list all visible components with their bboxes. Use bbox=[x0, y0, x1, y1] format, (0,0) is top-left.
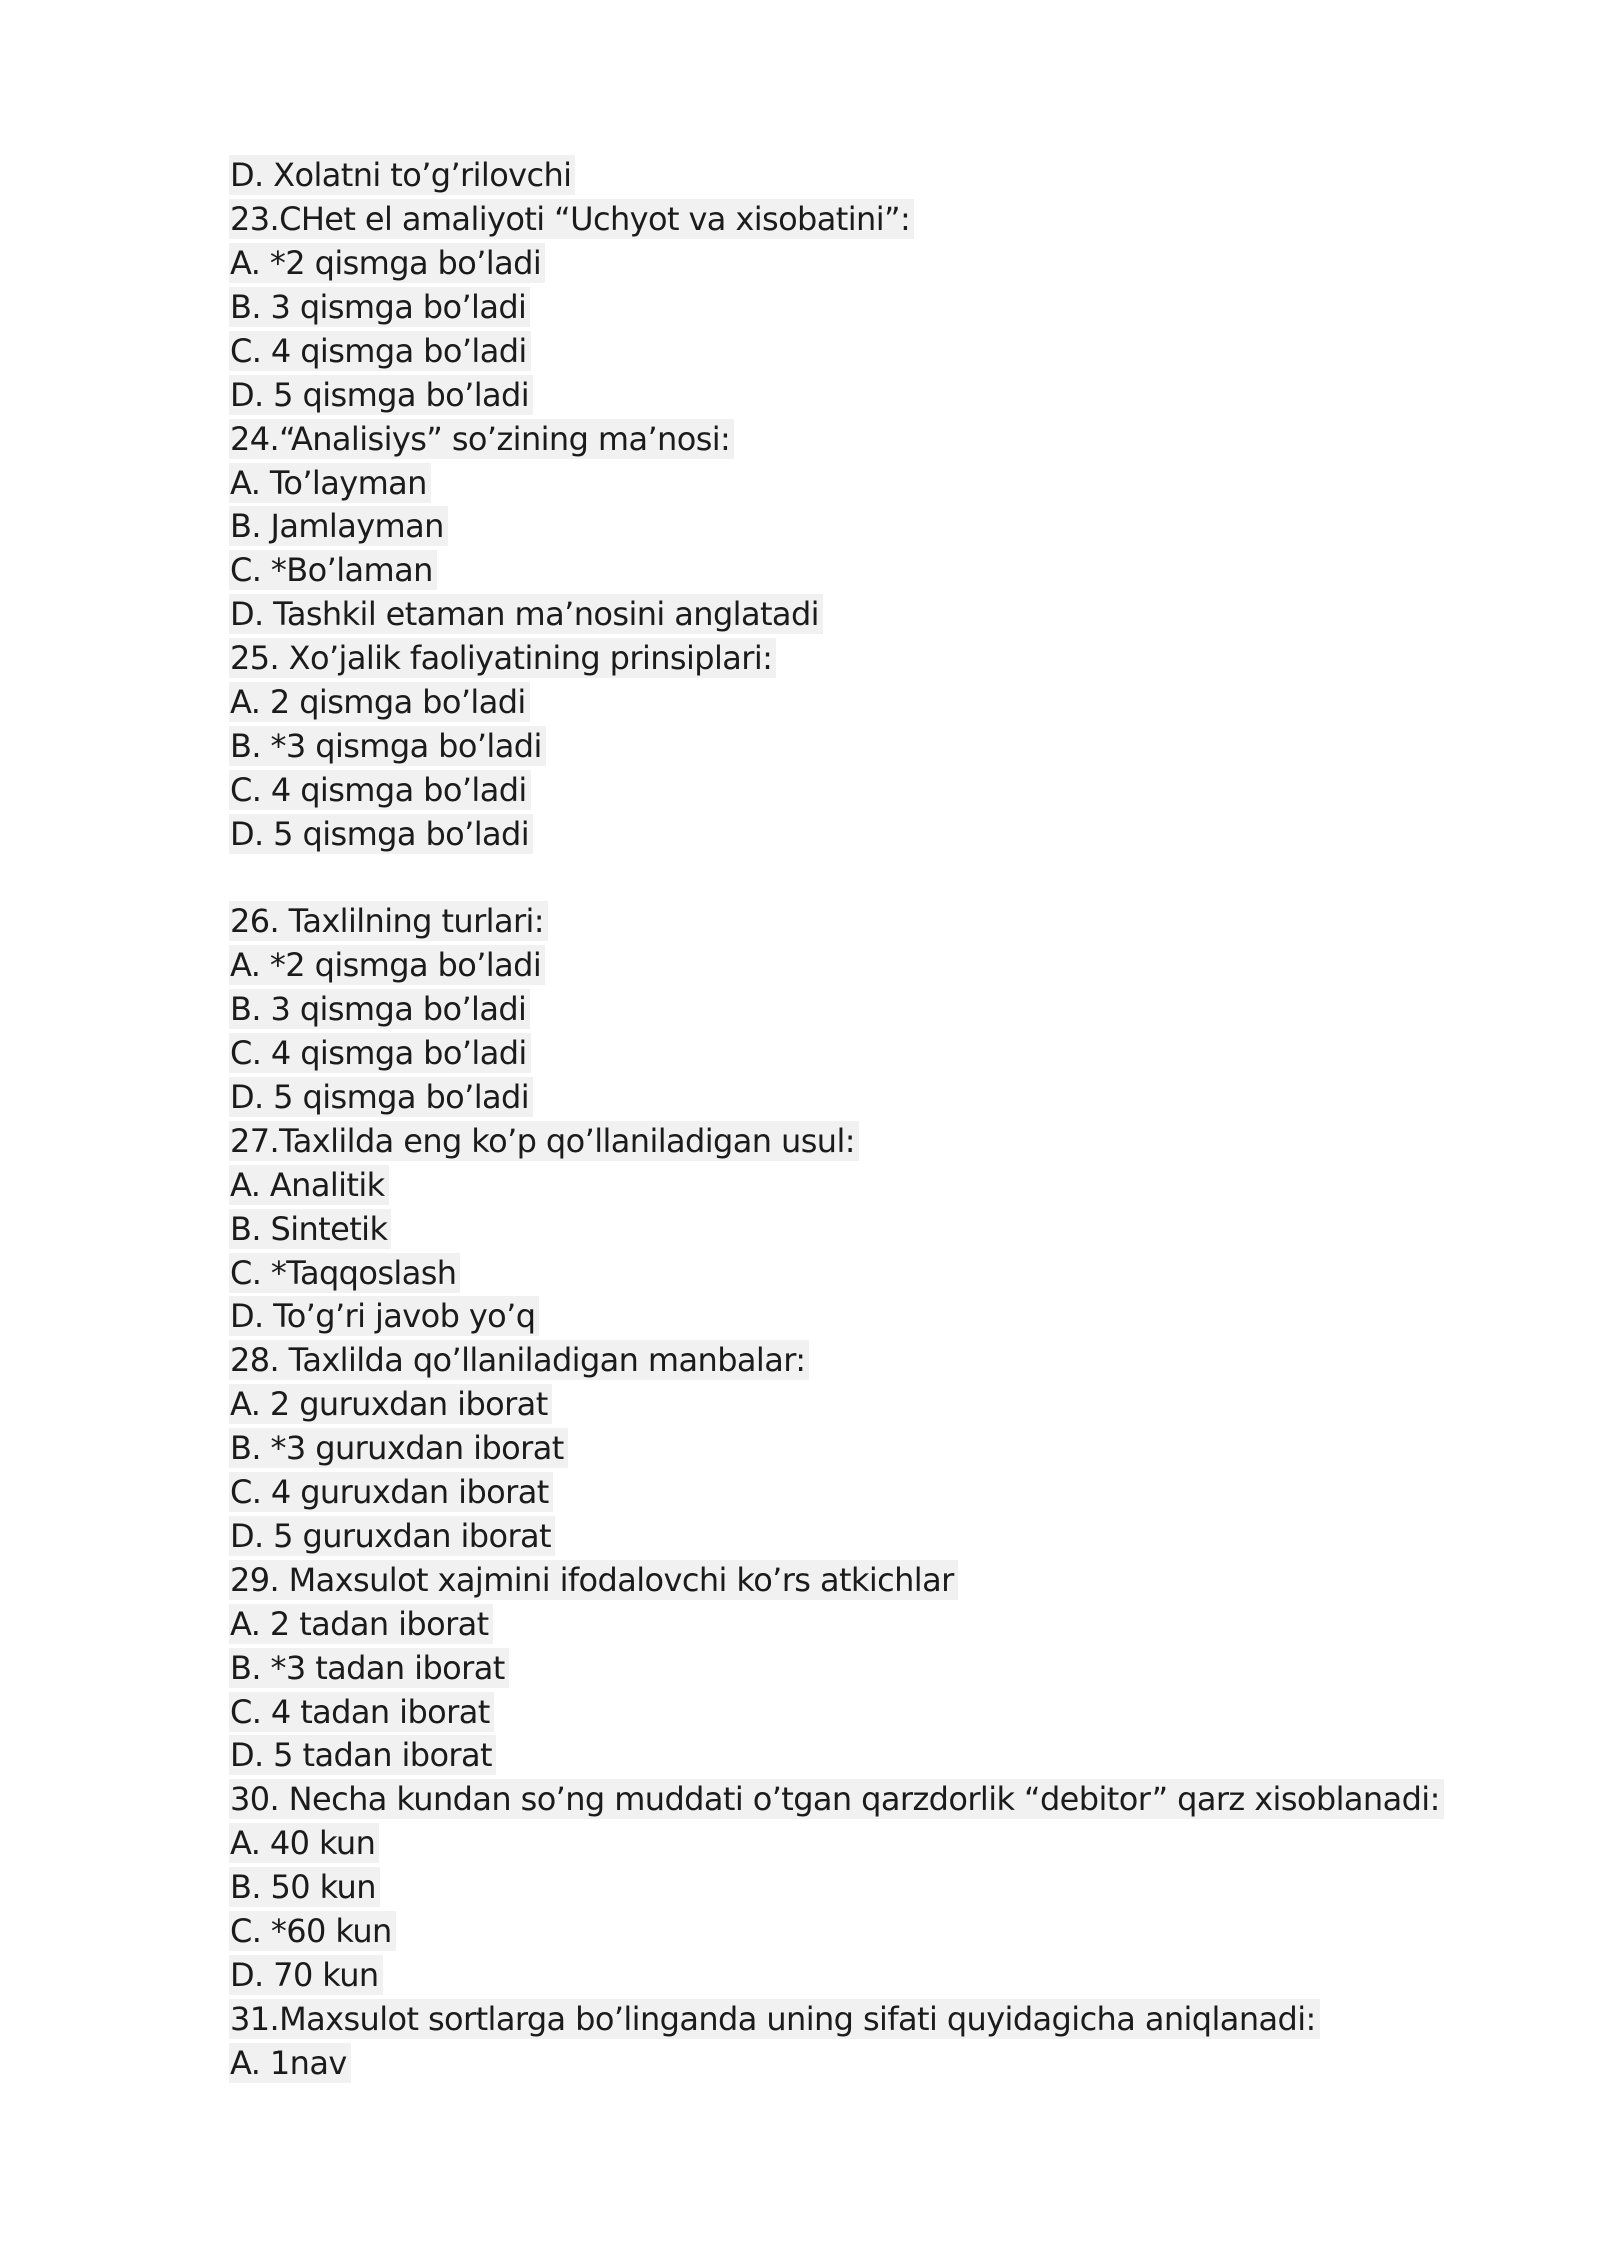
answer-option: D. Tashkil etaman ma’nosini anglatadi bbox=[229, 592, 1479, 636]
answer-option: A. To’layman bbox=[229, 460, 1479, 504]
answer-option: C. 4 qismga bo’ladi bbox=[229, 329, 1479, 373]
answer-option: D. 5 qismga bo’ladi bbox=[229, 1075, 1479, 1119]
answer-option: B. *3 qismga bo’ladi bbox=[229, 724, 1479, 768]
answer-option: D. 5 tadan iborat bbox=[229, 1733, 1479, 1777]
answer-option: A. 2 tadan iborat bbox=[229, 1601, 1479, 1645]
answer-option: C. 4 guruxdan iborat bbox=[229, 1470, 1479, 1514]
answer-option: D. 5 qismga bo’ladi bbox=[229, 811, 1479, 855]
answer-option: C. *60 kun bbox=[229, 1909, 1479, 1953]
answer-option: A. *2 qismga bo’ladi bbox=[229, 241, 1479, 285]
answer-option: C. *Taqqoslash bbox=[229, 1250, 1479, 1294]
document-text bbox=[229, 153, 1479, 2084]
answer-option: D. 5 qismga bo’ladi bbox=[229, 372, 1479, 416]
answer-option: A. 40 kun bbox=[229, 1821, 1479, 1865]
text-line: D. Xolatni to’g’rilovchi bbox=[229, 153, 1479, 197]
question-29: 29. Maxsulot xajmini ifodalovchi ko’rs atkichlar bbox=[229, 1558, 1479, 1602]
answer-option: B. 50 kun bbox=[229, 1865, 1479, 1909]
question-25: 25. Xo’jalik faoliyatining prinsiplari: bbox=[229, 636, 1479, 680]
question-24: 24.“Analisiys” so’zining ma’nosi: bbox=[229, 416, 1479, 460]
answer-option: C. 4 qismga bo’ladi bbox=[229, 767, 1479, 811]
answer-option: A. 2 guruxdan iborat bbox=[229, 1382, 1479, 1426]
answer-option: B. Jamlayman bbox=[229, 504, 1479, 548]
question-30: 30. Necha kundan so’ng muddati o’tgan qarzdorlik “debitor” qarz xisoblanadi: bbox=[229, 1777, 1479, 1821]
question-31: 31.Maxsulot sortlarga bo’linganda uning sifati quyidagicha aniqlanadi: bbox=[229, 1996, 1479, 2040]
question-23: 23.CHet el amaliyoti “Uchyot va xisobatini”: bbox=[229, 197, 1479, 241]
answer-option: C. 4 tadan iborat bbox=[229, 1689, 1479, 1733]
answer-option: C. *Bo’laman bbox=[229, 548, 1479, 592]
answer-option: B. *3 guruxdan iborat bbox=[229, 1426, 1479, 1470]
blank-line bbox=[229, 855, 1479, 899]
answer-option: B. Sintetik bbox=[229, 1206, 1479, 1250]
answer-option: C. 4 qismga bo’ladi bbox=[229, 1031, 1479, 1075]
answer-option: D. To’g’ri javob yo’q bbox=[229, 1294, 1479, 1338]
question-28: 28. Taxlilda qo’llaniladigan manbalar: bbox=[229, 1338, 1479, 1382]
answer-option: A. 1nav bbox=[229, 2040, 1479, 2084]
question-27: 27.Taxlilda eng ko’p qo’llaniladigan usul: bbox=[229, 1119, 1479, 1163]
answer-option: B. 3 qismga bo’ladi bbox=[229, 987, 1479, 1031]
answer-option: B. 3 qismga bo’ladi bbox=[229, 285, 1479, 329]
answer-option: A. *2 qismga bo’ladi bbox=[229, 943, 1479, 987]
answer-option: D. 70 kun bbox=[229, 1953, 1479, 1997]
answer-option: B. *3 tadan iborat bbox=[229, 1645, 1479, 1689]
answer-option: A. Analitik bbox=[229, 1162, 1479, 1206]
answer-option: A. 2 qismga bo’ladi bbox=[229, 680, 1479, 724]
question-26: 26. Taxlilning turlari: bbox=[229, 899, 1479, 943]
answer-option: D. 5 guruxdan iborat bbox=[229, 1514, 1479, 1558]
